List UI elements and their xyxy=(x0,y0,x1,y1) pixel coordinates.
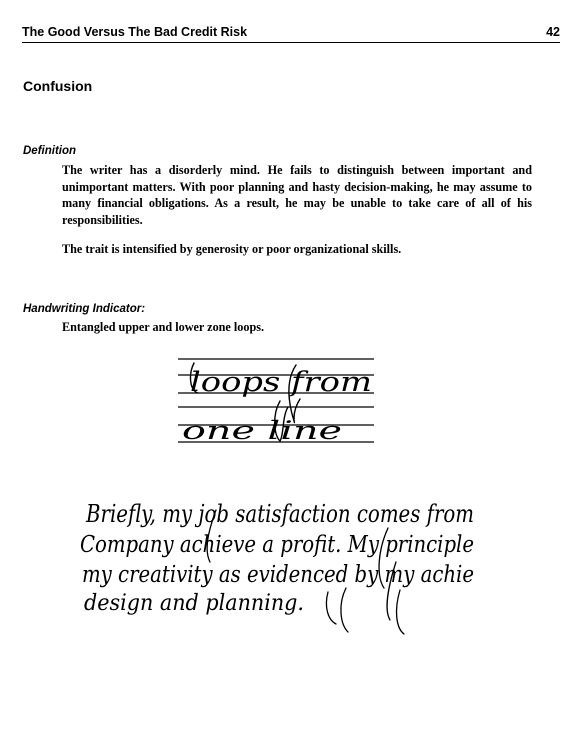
handwriting-sample-1 xyxy=(176,355,376,447)
sample-2-line-4: design and planning. xyxy=(84,591,304,616)
sample-2-line-2: Company achieve a profit. My principle xyxy=(80,532,474,558)
definition-paragraph: The writer has a disorderly mind. He fails to distinguish between important and unimportant matters. With poor planning and hasty decision-making, he may assume to many financial obligations. As a result, he may be unable to take care of all of his responsibilities. xyxy=(62,163,532,227)
indicator-text: Entangled upper and lower zone loops. xyxy=(62,320,265,334)
header-title: The Good Versus The Bad Credit Risk xyxy=(22,25,248,39)
indicator-label: Handwriting Indicator: xyxy=(23,303,146,315)
page-number: 42 xyxy=(546,25,560,39)
sample-2-line-3: my creativity as evidenced by my achie xyxy=(82,562,474,588)
definition-label: Definition xyxy=(23,145,77,157)
sample-1-line-1: loops from xyxy=(190,367,372,398)
handwriting-sample-2 xyxy=(78,492,478,637)
page-header xyxy=(22,22,560,43)
sample-2-line-1: Briefly, my job satisfaction comes from xyxy=(85,500,475,528)
section-title: Confusion xyxy=(23,78,93,94)
sample-1-line-2: one line xyxy=(182,416,342,445)
definition-paragraph-2: The trait is intensified by generosity or poor organizational skills. xyxy=(62,242,402,256)
